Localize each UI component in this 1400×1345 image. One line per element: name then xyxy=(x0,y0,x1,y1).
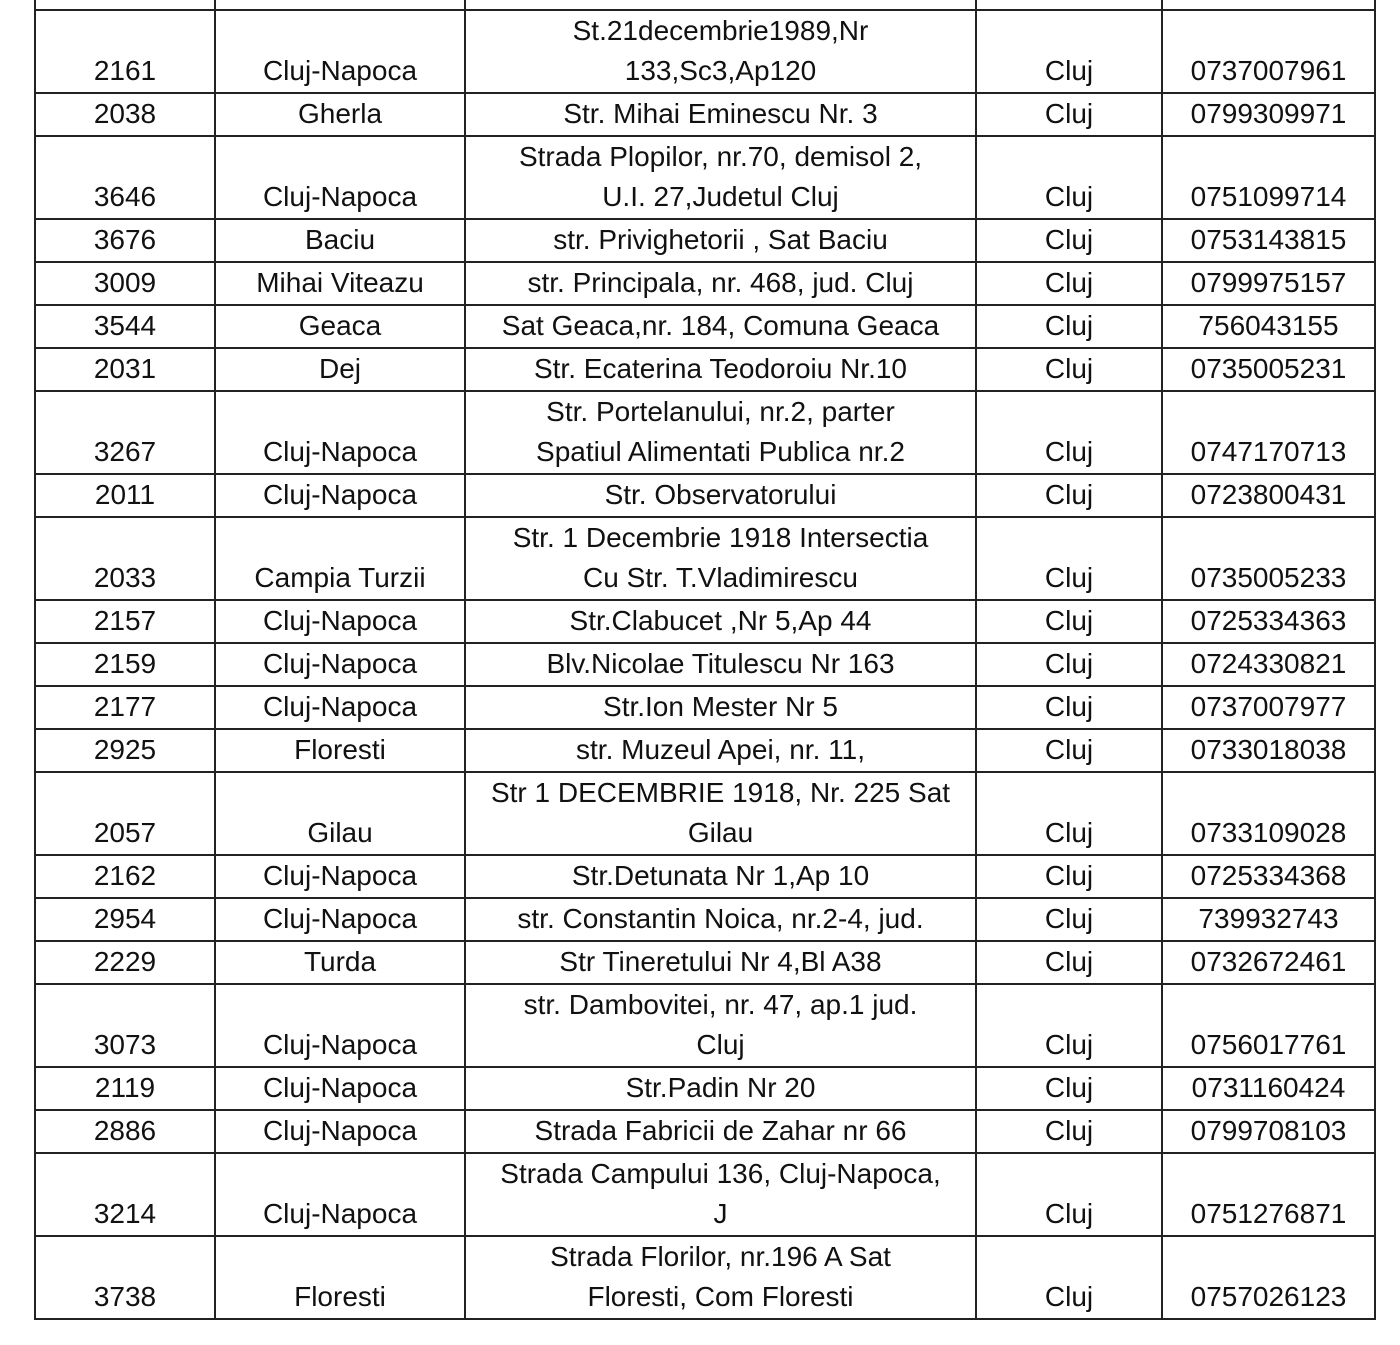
cell-address xyxy=(465,984,976,1067)
address-line: str. Privighetorii , Sat Baciu xyxy=(553,224,888,255)
table-row xyxy=(35,643,1375,686)
cell-phone: 0799975157 xyxy=(1162,262,1375,305)
cell-county: Cluj xyxy=(976,984,1162,1067)
cell-phone: 739932743 xyxy=(1162,898,1375,941)
cell-address xyxy=(465,772,976,855)
cell-city: Gherla xyxy=(215,93,465,136)
cell-id: 3214 xyxy=(35,1153,215,1236)
cell-id: 2229 xyxy=(35,941,215,984)
cell-city: Cluj-Napoca xyxy=(215,391,465,474)
cell-city: Cluj-Napoca xyxy=(215,898,465,941)
cell-county: Cluj xyxy=(976,1153,1162,1236)
cell-phone: 0757026123 xyxy=(1162,1236,1375,1319)
address-line: J xyxy=(713,1198,728,1229)
cell-phone: 0799708103 xyxy=(1162,1110,1375,1153)
cell-id: 3738 xyxy=(35,1236,215,1319)
cell-county: Cluj xyxy=(976,93,1162,136)
cell-phone: 0799309971 xyxy=(1162,93,1375,136)
cell-phone: 0732672461 xyxy=(1162,941,1375,984)
cell-county: Cluj xyxy=(976,136,1162,219)
table-row xyxy=(35,474,1375,517)
cell-id: 3267 xyxy=(35,391,215,474)
cell-county: Cluj xyxy=(976,517,1162,600)
cell-city: Cluj-Napoca xyxy=(215,1153,465,1236)
cell-county: Cluj xyxy=(976,474,1162,517)
address-line: Str. Ecaterina Teodoroiu Nr.10 xyxy=(533,353,908,384)
table-row xyxy=(35,1236,1375,1319)
cell-empty xyxy=(35,0,215,10)
cell-id: 2038 xyxy=(35,93,215,136)
cell-id: 2954 xyxy=(35,898,215,941)
address-line: Gilau xyxy=(687,817,754,848)
address-line: Str.Ion Mester Nr 5 xyxy=(603,691,838,722)
cell-county: Cluj xyxy=(976,1236,1162,1319)
table-row xyxy=(35,219,1375,262)
table-row xyxy=(35,391,1375,474)
cell-phone: 0735005233 xyxy=(1162,517,1375,600)
cell-id: 2886 xyxy=(35,1110,215,1153)
table-row xyxy=(35,941,1375,984)
address-line: Strada Fabricii de Zahar nr 66 xyxy=(534,1115,907,1146)
address-line: str. Dambovitei, nr. 47, ap.1 jud. xyxy=(523,989,918,1020)
cell-id: 3073 xyxy=(35,984,215,1067)
cell-city: Gilau xyxy=(215,772,465,855)
cell-phone: 0747170713 xyxy=(1162,391,1375,474)
cell-phone: 0756017761 xyxy=(1162,984,1375,1067)
cell-county: Cluj xyxy=(976,391,1162,474)
cell-phone: 0733109028 xyxy=(1162,772,1375,855)
cell-city: Campia Turzii xyxy=(215,517,465,600)
address-line: Str 1 DECEMBRIE 1918, Nr. 225 Sat xyxy=(490,777,951,808)
cell-city: Cluj-Napoca xyxy=(215,686,465,729)
cell-id: 2119 xyxy=(35,1067,215,1110)
cell-id: 3009 xyxy=(35,262,215,305)
cell-county: Cluj xyxy=(976,898,1162,941)
cell-empty xyxy=(465,0,976,10)
cell-address xyxy=(465,219,976,262)
cell-city: Cluj-Napoca xyxy=(215,1110,465,1153)
cell-address xyxy=(465,686,976,729)
cell-address xyxy=(465,1110,976,1153)
address-line: Blv.Nicolae Titulescu Nr 163 xyxy=(546,648,895,679)
cell-city: Cluj-Napoca xyxy=(215,10,465,93)
table-row xyxy=(35,729,1375,772)
cell-county: Cluj xyxy=(976,686,1162,729)
cell-phone: 0733018038 xyxy=(1162,729,1375,772)
table-row xyxy=(35,855,1375,898)
cell-city: Floresti xyxy=(215,729,465,772)
cell-address xyxy=(465,643,976,686)
cell-address xyxy=(465,262,976,305)
cell-city: Cluj-Napoca xyxy=(215,1067,465,1110)
cell-id: 3544 xyxy=(35,305,215,348)
cell-id: 2033 xyxy=(35,517,215,600)
cell-id: 2925 xyxy=(35,729,215,772)
cell-city: Cluj-Napoca xyxy=(215,136,465,219)
cell-county: Cluj xyxy=(976,855,1162,898)
address-line: Strada Florilor, nr.196 A Sat xyxy=(550,1241,891,1272)
cell-city: Cluj-Napoca xyxy=(215,984,465,1067)
address-line: Str Tineretului Nr 4,Bl A38 xyxy=(559,946,882,977)
cell-county: Cluj xyxy=(976,219,1162,262)
cell-city: Geaca xyxy=(215,305,465,348)
address-line: Cu Str. T.Vladimirescu xyxy=(583,562,858,593)
table-row xyxy=(35,348,1375,391)
cell-county: Cluj xyxy=(976,305,1162,348)
cell-address xyxy=(465,136,976,219)
cell-city: Cluj-Napoca xyxy=(215,643,465,686)
cell-city: Cluj-Napoca xyxy=(215,600,465,643)
cell-empty xyxy=(1162,0,1375,10)
cell-county: Cluj xyxy=(976,941,1162,984)
table-row xyxy=(35,517,1375,600)
cell-phone: 0724330821 xyxy=(1162,643,1375,686)
cell-address xyxy=(465,941,976,984)
address-line: St.21decembrie1989,Nr xyxy=(572,15,869,46)
cell-empty xyxy=(976,0,1162,10)
table-row xyxy=(35,1153,1375,1236)
cell-city: Mihai Viteazu xyxy=(215,262,465,305)
cell-county: Cluj xyxy=(976,262,1162,305)
table-row xyxy=(35,10,1375,93)
cell-phone: 0753143815 xyxy=(1162,219,1375,262)
address-line: Spatiul Alimentati Publica nr.2 xyxy=(536,436,905,467)
cell-phone: 0751099714 xyxy=(1162,136,1375,219)
cell-county: Cluj xyxy=(976,600,1162,643)
table-row-partial xyxy=(35,0,1375,10)
cell-county: Cluj xyxy=(976,348,1162,391)
cell-id: 3646 xyxy=(35,136,215,219)
cell-address xyxy=(465,600,976,643)
cell-city: Baciu xyxy=(215,219,465,262)
cell-address xyxy=(465,391,976,474)
cell-county: Cluj xyxy=(976,10,1162,93)
cell-county: Cluj xyxy=(976,1067,1162,1110)
cell-county: Cluj xyxy=(976,772,1162,855)
cell-address xyxy=(465,898,976,941)
address-line: Str.Clabucet ,Nr 5,Ap 44 xyxy=(569,605,872,636)
cell-phone: 0731160424 xyxy=(1162,1067,1375,1110)
cell-empty xyxy=(215,0,465,10)
cell-address xyxy=(465,855,976,898)
cell-id: 2011 xyxy=(35,474,215,517)
cell-address xyxy=(465,93,976,136)
address-line: Strada Campului 136, Cluj-Napoca, xyxy=(500,1158,941,1189)
address-line: U.I. 27,Judetul Cluj xyxy=(602,181,839,212)
table-row xyxy=(35,686,1375,729)
table-row xyxy=(35,1110,1375,1153)
cell-county: Cluj xyxy=(976,643,1162,686)
table-row xyxy=(35,984,1375,1067)
cell-id: 2177 xyxy=(35,686,215,729)
address-line: Cluj xyxy=(696,1029,745,1060)
cell-phone: 0737007977 xyxy=(1162,686,1375,729)
table-row xyxy=(35,1067,1375,1110)
address-line: Floresti, Com Floresti xyxy=(587,1281,854,1312)
cell-phone: 0737007961 xyxy=(1162,10,1375,93)
cell-id: 2057 xyxy=(35,772,215,855)
address-line: str. Constantin Noica, nr.2-4, jud. xyxy=(517,903,924,934)
cell-city: Turda xyxy=(215,941,465,984)
address-line: Str. Mihai Eminescu Nr. 3 xyxy=(563,98,878,129)
cell-county: Cluj xyxy=(976,1110,1162,1153)
cell-address xyxy=(465,729,976,772)
table-row xyxy=(35,262,1375,305)
cell-address xyxy=(465,305,976,348)
address-line: Str. 1 Decembrie 1918 Intersectia xyxy=(512,522,929,553)
cell-address xyxy=(465,517,976,600)
table-row xyxy=(35,93,1375,136)
address-line: Str. Portelanului, nr.2, parter xyxy=(546,396,895,427)
locations-table xyxy=(34,0,1376,1320)
cell-county: Cluj xyxy=(976,729,1162,772)
cell-city: Dej xyxy=(215,348,465,391)
table-row xyxy=(35,136,1375,219)
cell-phone: 0735005231 xyxy=(1162,348,1375,391)
table-row xyxy=(35,305,1375,348)
cell-phone: 756043155 xyxy=(1162,305,1375,348)
cell-phone: 0751276871 xyxy=(1162,1153,1375,1236)
address-line: Strada Plopilor, nr.70, demisol 2, xyxy=(518,141,923,172)
address-line: 133,Sc3,Ap120 xyxy=(624,55,817,86)
cell-city: Cluj-Napoca xyxy=(215,474,465,517)
cell-id: 2157 xyxy=(35,600,215,643)
cell-id: 2162 xyxy=(35,855,215,898)
cell-address xyxy=(465,1067,976,1110)
table-row xyxy=(35,600,1375,643)
address-line: Str. Observatorului xyxy=(604,479,837,510)
cell-id: 2031 xyxy=(35,348,215,391)
address-line: str. Principala, nr. 468, jud. Cluj xyxy=(527,267,914,298)
address-line: Str.Padin Nr 20 xyxy=(625,1072,816,1103)
address-line: str. Muzeul Apei, nr. 11, xyxy=(576,734,865,765)
table-body xyxy=(35,0,1375,1319)
cell-id: 2159 xyxy=(35,643,215,686)
cell-address xyxy=(465,474,976,517)
cell-id: 2161 xyxy=(35,10,215,93)
cell-city: Floresti xyxy=(215,1236,465,1319)
cell-phone: 0725334368 xyxy=(1162,855,1375,898)
cell-address xyxy=(465,1153,976,1236)
address-line: Sat Geaca,nr. 184, Comuna Geaca xyxy=(501,310,940,341)
cell-city: Cluj-Napoca xyxy=(215,855,465,898)
address-line: Str.Detunata Nr 1,Ap 10 xyxy=(571,860,870,891)
cell-address xyxy=(465,1236,976,1319)
table-row xyxy=(35,898,1375,941)
cell-phone: 0723800431 xyxy=(1162,474,1375,517)
cell-phone: 0725334363 xyxy=(1162,600,1375,643)
cell-address xyxy=(465,348,976,391)
cell-id: 3676 xyxy=(35,219,215,262)
cell-address xyxy=(465,10,976,93)
table-row xyxy=(35,772,1375,855)
